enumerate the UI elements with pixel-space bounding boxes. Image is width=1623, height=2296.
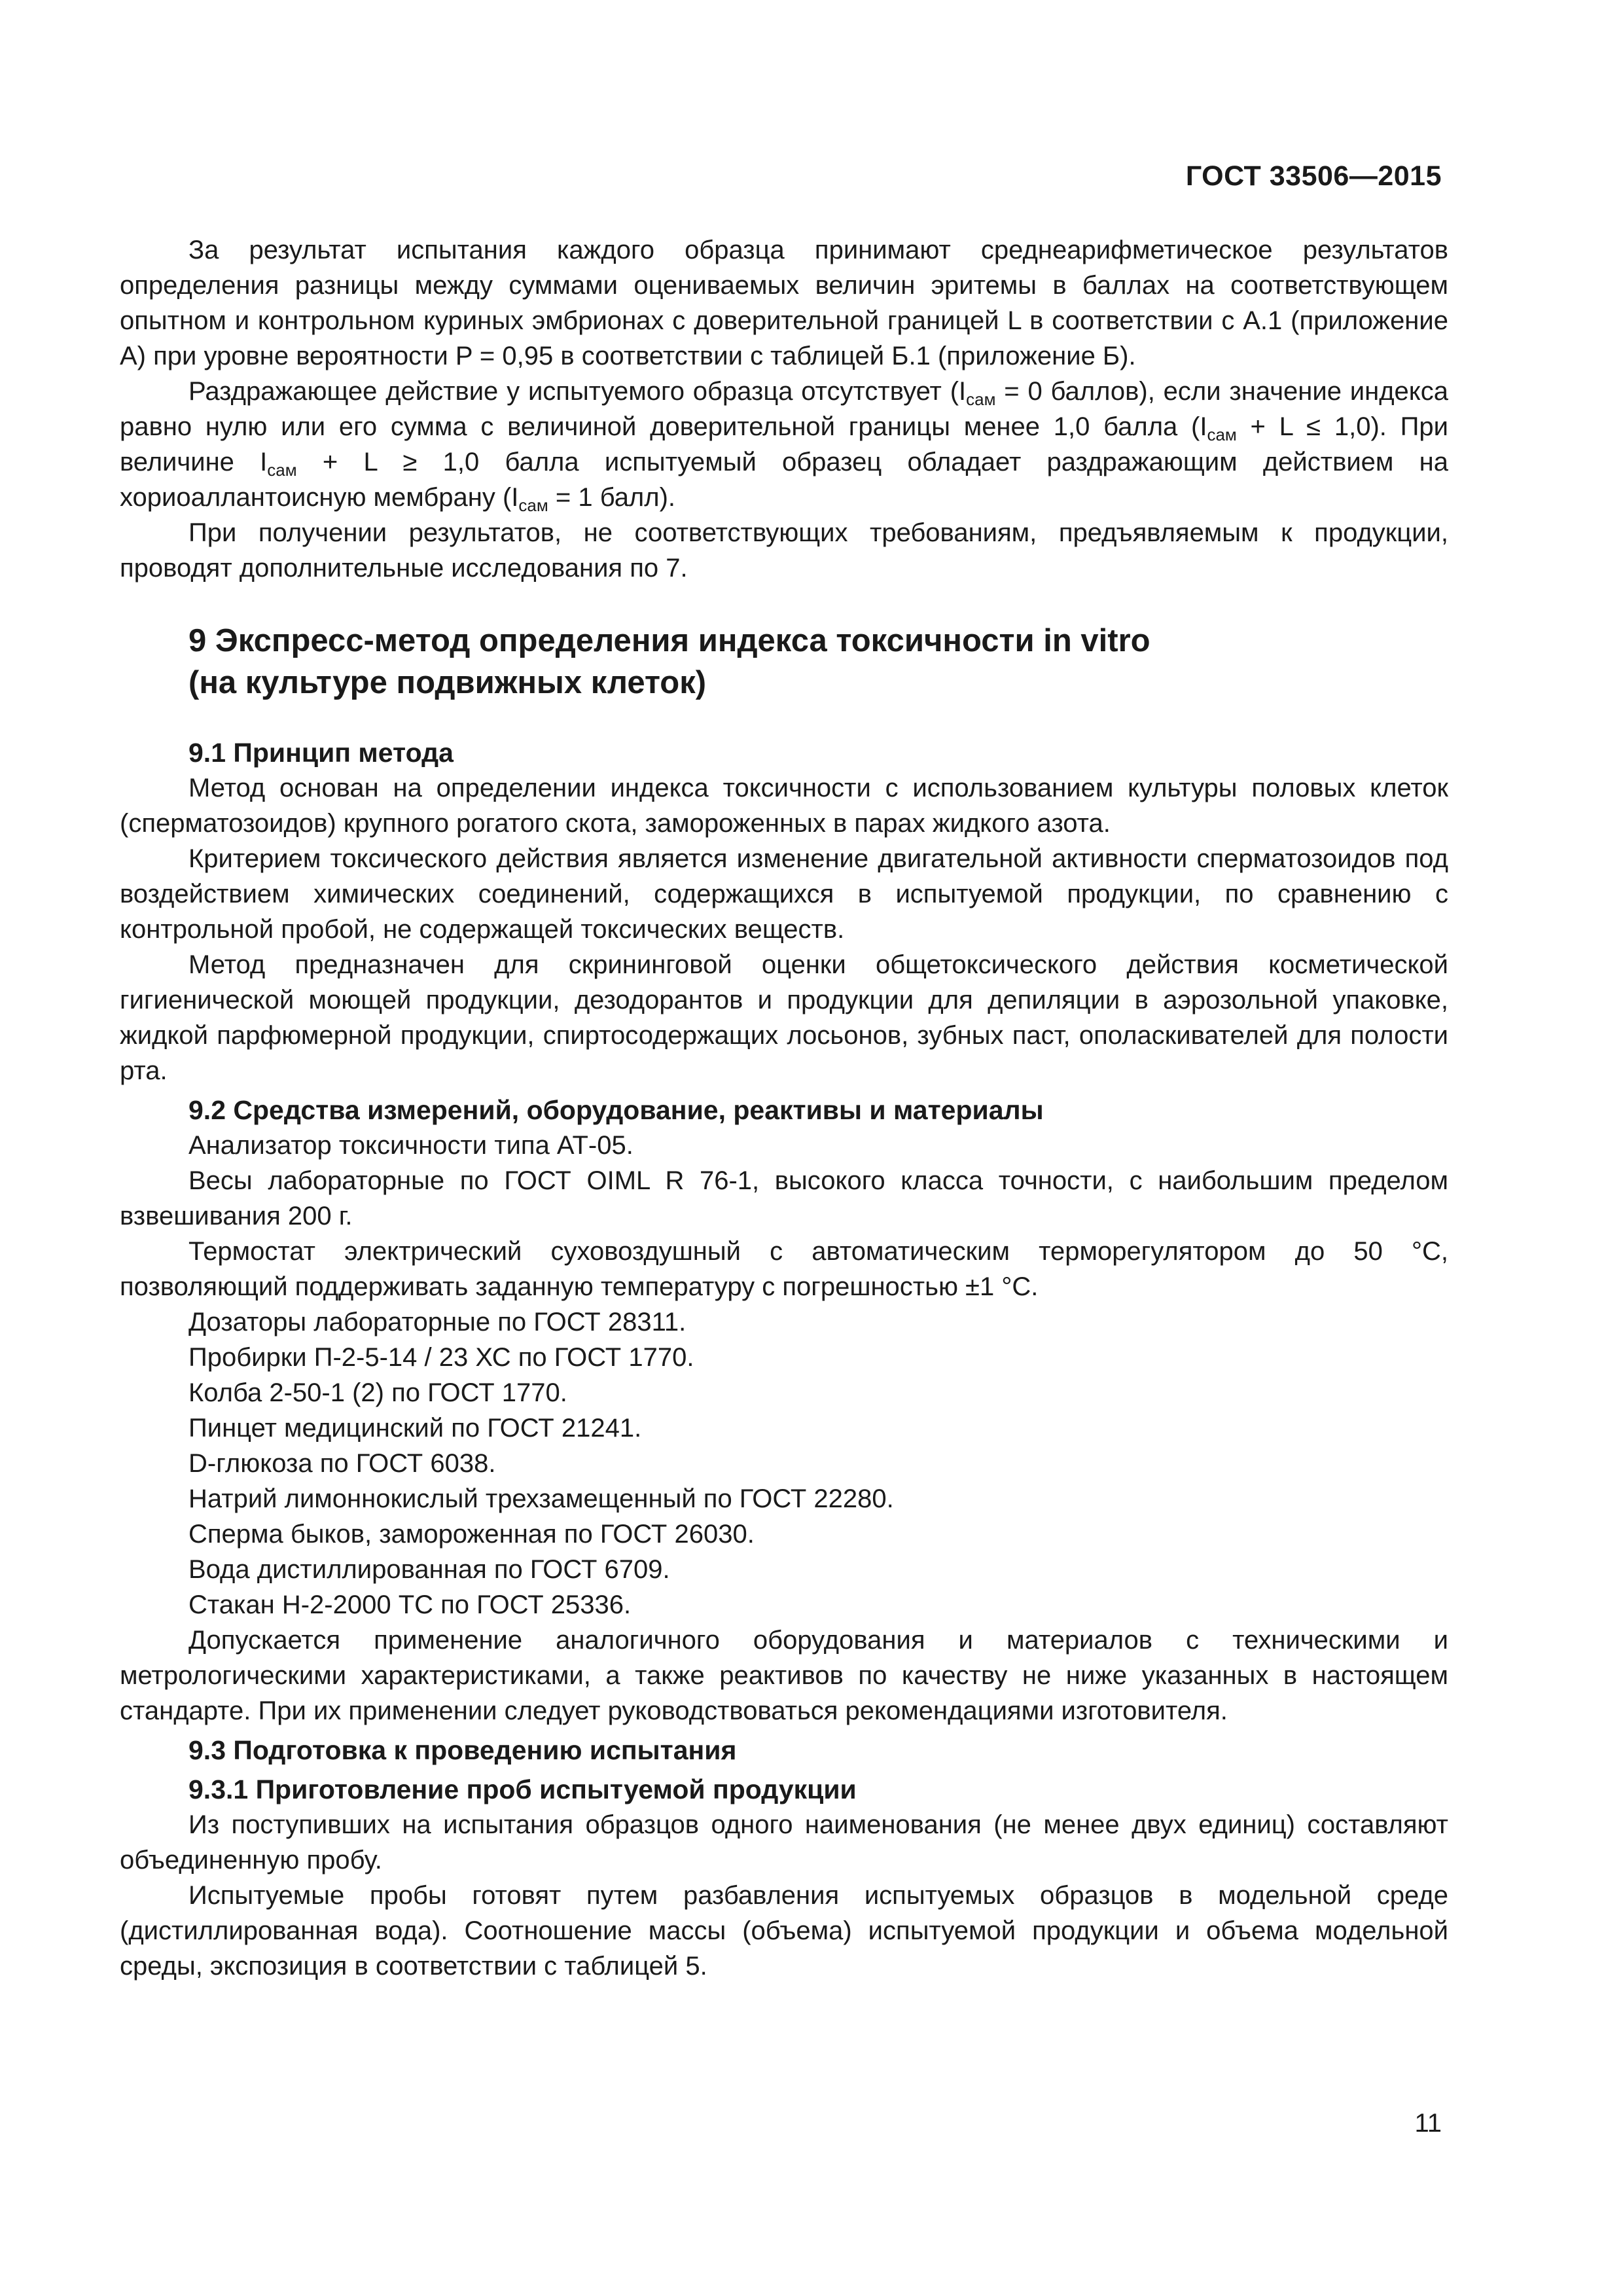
paragraph-9-3-1-1: Из поступивших на испытания образцов одного наименования (не менее двух единиц) составляют объединенную пробу. <box>120 1810 1448 1874</box>
list-item: Термостат электрический суховоздушный с автоматическим терморегулятором до 50 °С, позволяющий поддерживать заданную температуру с погрешностью ±1 °С. <box>120 1237 1448 1301</box>
paragraph-irritation <box>120 374 1448 515</box>
text-fragment: = 1 балл). <box>548 483 676 512</box>
document-body <box>120 232 1448 1984</box>
list-item: Дозаторы лабораторные по ГОСТ 28311. <box>188 1308 687 1336</box>
paragraph-9-3-1-2: Испытуемые пробы готовят путем разбавления испытуемых образцов в модельной среде (дистиллированная вода). Соотношение массы (объема) испытуемой продукции и объема модельной среды, экспозиция в соответствии с таблицей 5. <box>120 1881 1448 1981</box>
section-9-title-line1: 9 Экспресс-метод определения индекса токсичности in vitro <box>188 623 1150 658</box>
list-item: Пробирки П-2-5-14 / 23 ХС по ГОСТ 1770. <box>188 1343 694 1372</box>
text-fragment: + L ≤ 1,0). При величине I <box>120 412 1448 476</box>
subscript-sam: сам <box>267 460 297 480</box>
text-fragment: Раздражающее действие у испытуемого образца отсутствует (I <box>188 377 967 406</box>
page-number: 11 <box>1414 2109 1442 2138</box>
text-fragment: + L ≥ 1,0 балла испытуемый образец обладает раздражающим действием на хориоаллантоисную мембрану (I <box>120 448 1448 512</box>
paragraph-9-1-3: Метод предназначен для скрининговой оценки общетоксического действия косметической гигиенической моющей продукции, дезодорантов и продукции для депиляции в аэрозольной упаковке, жидкой парфюмерной продукции, спиртосодержащих лосьонов, зубных паст, ополаскивателей для полости рта. <box>120 950 1448 1085</box>
list-item: Натрий лимоннокислый трехзамещенный по ГОСТ 22280. <box>188 1484 894 1513</box>
section-9-title-line2: (на культуре подвижных клеток) <box>188 665 707 700</box>
list-item: Стакан Н-2-2000 ТС по ГОСТ 25336. <box>188 1590 632 1619</box>
list-item: Вода дистиллированная по ГОСТ 6709. <box>188 1555 670 1584</box>
paragraph-9-1-2: Критерием токсического действия является изменение двигательной активности сперматозоидов под воздействием химических соединений, содержащихся в испытуемой продукции, по сравнению с контрольной пробой, не содержащей токсических веществ. <box>120 844 1448 944</box>
subsection-9-1-heading: 9.1 Принцип метода <box>188 738 454 768</box>
list-item: D-глюкоза по ГОСТ 6038. <box>188 1449 496 1478</box>
document-code: ГОСТ 33506—2015 <box>1185 160 1442 192</box>
subscript-sam: сам <box>1207 425 1237 444</box>
subscript-sam: сам <box>966 389 996 409</box>
paragraph-result: За результат испытания каждого образца принимают среднеарифметическое результатов определения разницы между суммами оцениваемых величин эритемы в баллах на соответствующем опытном и контрольном куриных эмбрионах с доверительной границей L в соответствии с А.1 (приложение А) при уровне вероятности P = 0,95 в соответствии с таблицей Б.1 (приложение Б). <box>120 236 1448 370</box>
paragraph-additional: При получении результатов, не соответствующих требованиям, предъявляемым к продукции, проводят дополнительные исследования по 7. <box>120 518 1448 583</box>
section-9-title <box>188 620 1448 704</box>
paragraph-9-1-1: Метод основан на определении индекса токсичности с использованием культуры половых клеток (сперматозоидов) крупного рогатого скота, замороженных в парах жидкого азота. <box>120 774 1448 838</box>
list-item: Пинцет медицинский по ГОСТ 21241. <box>188 1414 642 1443</box>
list-item: Весы лабораторные по ГОСТ OIML R 76-1, высокого класса точности, с наибольшим пределом взвешивания 200 г. <box>120 1166 1448 1230</box>
subsection-9-2-heading: 9.2 Средства измерений, оборудование, реактивы и материалы <box>188 1095 1044 1125</box>
text-fragment: = 0 баллов), если значение индекса равно нулю или его сумма с величиной доверительной границы менее 1,0 балла (I <box>120 377 1448 441</box>
list-item: Сперма быков, замороженная по ГОСТ 26030. <box>188 1520 755 1549</box>
paragraph-9-2-note: Допускается применение аналогичного оборудования и материалов с техническими и метрологическими характеристиками, а также реактивов по качеству не ниже указанных в настоящем стандарте. При их применении следует руководствоваться рекомендациями изготовителя. <box>120 1626 1448 1725</box>
list-item: Анализатор токсичности типа АТ-05. <box>188 1131 633 1160</box>
subsection-9-3-1-heading: 9.3.1 Приготовление проб испытуемой продукции <box>188 1774 857 1804</box>
subscript-sam: сам <box>518 495 548 515</box>
subsection-9-3-heading: 9.3 Подготовка к проведению испытания <box>188 1735 737 1765</box>
list-item: Колба 2-50-1 (2) по ГОСТ 1770. <box>188 1378 567 1407</box>
